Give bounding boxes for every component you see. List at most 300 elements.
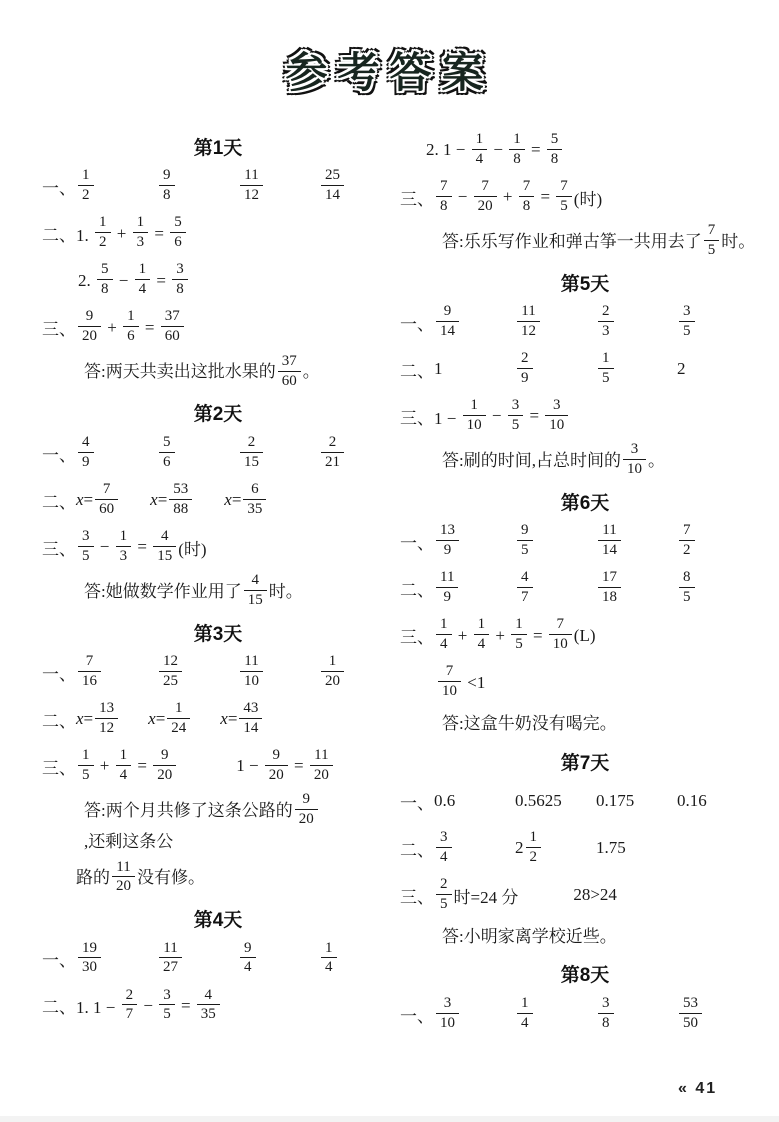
fraction [240, 940, 256, 977]
fraction-numerator: 11 [240, 653, 263, 672]
fraction-numerator: 1 [511, 616, 527, 635]
fraction [133, 214, 149, 251]
fraction-numerator: 11 [240, 167, 263, 186]
fraction-numerator: 3 [508, 397, 524, 416]
fraction [78, 653, 101, 690]
equation-line [400, 615, 770, 657]
fraction-numerator: 7 [436, 178, 452, 197]
math-text: = [231, 490, 242, 510]
answer-item [434, 523, 515, 560]
fraction-numerator: 25 [321, 167, 344, 186]
fraction [472, 131, 488, 168]
variable: x [224, 490, 232, 510]
answer-row [400, 993, 770, 1035]
math-text: 0.6 [434, 791, 456, 811]
equation-line [400, 129, 770, 171]
answer-item [434, 791, 515, 811]
fraction-numerator: 1 [472, 131, 488, 150]
answer-row [400, 568, 770, 610]
fraction [436, 522, 459, 559]
answer-item [515, 570, 596, 607]
fraction-denominator: 8 [513, 150, 521, 167]
whole-part: 2 [515, 838, 524, 858]
row-label: 二、 [400, 840, 434, 860]
fraction [243, 481, 266, 518]
answer-item [238, 435, 319, 472]
fraction [511, 616, 527, 653]
fraction-denominator: 5 [602, 369, 610, 386]
fraction-denominator: 14 [243, 719, 259, 736]
fraction [519, 178, 535, 215]
fraction-numerator: 3 [436, 829, 452, 848]
fraction-numerator: 2 [321, 434, 344, 453]
fraction-numerator: 4 [153, 528, 176, 547]
fraction-denominator: 5 [82, 547, 90, 564]
fraction-numerator: 8 [679, 569, 695, 588]
fraction [310, 747, 333, 784]
fraction-denominator: 6 [127, 328, 135, 345]
fraction-numerator: 43 [239, 700, 262, 719]
math-text: 三、 [400, 887, 434, 907]
math-text: 三、 [42, 539, 76, 559]
math-text: 0.16 [677, 791, 707, 811]
fraction [598, 522, 621, 559]
answer-item [677, 791, 758, 811]
page-number: « 41 [678, 1080, 718, 1097]
fraction [526, 829, 542, 866]
fraction-numerator: 13 [95, 700, 118, 719]
spacer [194, 500, 224, 501]
equation-line [42, 260, 394, 302]
variable: x [76, 709, 84, 729]
fraction [438, 663, 461, 700]
math-text: = [289, 756, 308, 776]
fraction [95, 700, 118, 737]
math-text: = [536, 187, 555, 206]
answer-item [677, 996, 758, 1033]
fraction [159, 653, 182, 690]
answer-item [596, 523, 677, 560]
math-text: 0.5625 [515, 791, 562, 811]
day-heading: 第8天 [560, 965, 610, 987]
math-text: − [114, 270, 133, 290]
fraction [321, 167, 344, 204]
math-text: (时) [178, 539, 207, 559]
answer-item [319, 168, 400, 205]
fraction-denominator: 6 [174, 234, 182, 251]
fraction-numerator: 11 [517, 303, 540, 322]
fraction [556, 178, 572, 215]
fraction-denominator: 18 [602, 589, 617, 606]
equation-line [400, 395, 770, 437]
math-text: (时) [573, 189, 603, 209]
fraction-numerator: 7 [679, 522, 695, 541]
fraction-denominator: 60 [164, 328, 180, 345]
fraction-denominator: 10 [626, 461, 642, 478]
fraction-denominator: 10 [466, 416, 482, 433]
fraction [321, 653, 344, 690]
fraction-denominator: 20 [298, 811, 314, 828]
fraction [598, 569, 621, 606]
fraction-denominator: 5 [82, 766, 90, 783]
fraction-denominator: 20 [268, 766, 284, 783]
math-text: + [491, 625, 510, 645]
fraction-denominator: 25 [163, 672, 178, 689]
fraction-numerator: 1 [463, 397, 486, 416]
fraction-numerator: 3 [436, 995, 459, 1014]
fraction [78, 167, 94, 204]
fraction-denominator: 3 [136, 234, 145, 251]
fraction-numerator: 1 [517, 995, 533, 1014]
fraction [123, 308, 139, 345]
fraction [167, 700, 190, 737]
fraction-denominator: 20 [477, 197, 493, 214]
math-text: 二、1. [42, 226, 93, 246]
spacer [518, 895, 573, 896]
math-text: 三、 [400, 189, 434, 209]
row-label: 二、 [400, 361, 434, 381]
spacer [120, 719, 148, 720]
row-label: 二、 [400, 581, 434, 601]
fraction [265, 747, 288, 784]
fraction [623, 441, 646, 478]
fraction-denominator: 14 [602, 542, 617, 559]
day-heading: 第3天 [193, 623, 243, 645]
fraction [463, 397, 486, 434]
fraction-numerator: 9 [295, 791, 318, 810]
fraction [517, 569, 533, 606]
fraction-denominator: 50 [683, 1014, 698, 1031]
answer-item [76, 654, 157, 691]
variable: x [76, 490, 84, 510]
fraction [122, 987, 138, 1024]
fraction-denominator: 4 [244, 959, 252, 976]
mixed-number [515, 830, 543, 867]
fraction-denominator: 5 [440, 895, 448, 912]
row-label: 一、 [42, 664, 76, 684]
fraction-denominator: 15 [244, 453, 259, 470]
row-label: 一、 [42, 951, 76, 971]
fraction-denominator: 14 [440, 322, 455, 339]
fraction [170, 214, 186, 251]
fraction-numerator: 5 [159, 434, 175, 453]
math-text: 三、 [42, 758, 76, 778]
fraction [679, 522, 695, 559]
fraction-numerator: 7 [474, 178, 497, 197]
math-text: = [152, 270, 171, 290]
fraction-denominator: 8 [522, 197, 531, 214]
fraction [169, 481, 192, 518]
fraction-denominator: 4 [119, 766, 128, 783]
fraction [436, 829, 452, 866]
fraction-denominator: 3 [119, 547, 128, 564]
math-text: (L) [573, 625, 596, 645]
row-label: 一、 [400, 1006, 434, 1026]
fraction [172, 261, 188, 298]
fraction-numerator: 7 [549, 616, 572, 635]
math-text: + [453, 625, 472, 645]
fraction-denominator: 20 [82, 328, 97, 345]
fraction [159, 167, 175, 204]
fraction-numerator: 7 [78, 653, 101, 672]
fraction [598, 303, 614, 340]
fraction-numerator: 4 [78, 434, 94, 453]
fraction-denominator: 5 [163, 1006, 171, 1023]
math-text: 时=24 分 [453, 887, 519, 907]
answer-item [677, 570, 758, 607]
fraction [78, 747, 94, 784]
fraction-denominator: 20 [325, 672, 340, 689]
fraction-numerator: 3 [545, 397, 568, 416]
fraction [436, 995, 459, 1032]
fraction [244, 572, 267, 609]
fraction-denominator: 35 [200, 1006, 216, 1023]
fraction [135, 261, 151, 298]
math-text: ,还剩这条公 [84, 832, 174, 852]
answer-row [400, 301, 770, 343]
answer-item [434, 996, 515, 1033]
fraction-numerator: 9 [159, 167, 175, 186]
fraction-numerator: 13 [436, 522, 459, 541]
fraction-numerator: 3 [78, 528, 94, 547]
column-right [400, 124, 770, 1040]
math-text: = [133, 756, 152, 776]
fraction-denominator: 20 [313, 766, 329, 783]
day-heading: 第5天 [560, 273, 610, 295]
fraction-denominator: 9 [443, 589, 451, 606]
math-text: 二、 [42, 711, 76, 731]
math-text: 0.175 [596, 791, 635, 811]
fraction-numerator: 17 [598, 569, 621, 588]
fraction-numerator: 11 [436, 569, 458, 588]
math-text: <1 [463, 672, 486, 692]
fraction [159, 987, 175, 1024]
fraction-denominator: 10 [440, 1014, 455, 1031]
fraction [517, 522, 533, 559]
fraction-denominator: 7 [125, 1006, 134, 1023]
math-text: 三、1 − [400, 408, 461, 428]
fraction-denominator: 88 [173, 500, 189, 517]
answer-sentence [42, 354, 394, 391]
fraction-numerator: 1 [133, 214, 149, 233]
math-text: 没有修。 [137, 868, 205, 888]
fraction-denominator: 8 [602, 1014, 610, 1031]
fraction-numerator: 1 [321, 940, 337, 959]
fraction-denominator: 3 [602, 322, 610, 339]
fraction-denominator: 8 [163, 187, 171, 204]
fraction-denominator: 4 [475, 150, 484, 167]
answer-item [677, 304, 758, 341]
fraction [78, 528, 94, 565]
fraction [321, 940, 337, 977]
fraction-denominator: 10 [549, 416, 565, 433]
fraction-numerator: 2 [517, 350, 533, 369]
fraction [517, 350, 533, 387]
math-text: 答:两个月共修了这条公路的 [84, 800, 293, 820]
fraction-numerator: 7 [95, 481, 118, 500]
row-label: 一、 [400, 534, 434, 554]
math-text: 。 [302, 362, 320, 382]
fraction-numerator: 9 [240, 940, 256, 959]
math-text: + [112, 223, 131, 243]
equation-line [400, 662, 770, 704]
fraction-numerator: 53 [679, 995, 702, 1014]
spacer [192, 719, 220, 720]
fraction-denominator: 2 [529, 848, 537, 865]
fraction [679, 995, 702, 1032]
fraction-denominator: 10 [442, 683, 457, 700]
answer-item [157, 435, 238, 472]
answer-item [76, 435, 157, 472]
math-text: = [526, 140, 545, 159]
math-text: = [176, 995, 195, 1015]
fraction-denominator: 12 [244, 187, 259, 204]
math-text: = [157, 490, 168, 510]
answer-sentence [400, 921, 770, 951]
fraction [474, 178, 497, 215]
answer-item [515, 304, 596, 341]
answer-row [400, 348, 770, 390]
fraction-denominator: 30 [82, 959, 97, 976]
fraction-numerator: 1 [116, 528, 132, 547]
fraction-numerator: 3 [598, 995, 614, 1014]
math-text: − [139, 995, 158, 1015]
answer-row [42, 166, 394, 208]
math-text: − [489, 140, 508, 159]
fraction [240, 434, 263, 471]
fraction-denominator: 8 [440, 197, 448, 214]
equation-line [42, 213, 394, 255]
fraction-numerator: 37 [278, 353, 301, 372]
fraction-numerator: 11 [159, 940, 182, 959]
fraction-numerator: 6 [243, 481, 266, 500]
fraction [240, 167, 263, 204]
fraction-denominator: 4 [440, 848, 448, 865]
day-heading: 第2天 [193, 404, 243, 426]
fraction [436, 876, 452, 913]
fraction [159, 940, 182, 977]
day-heading: 第1天 [193, 138, 243, 159]
fraction-numerator: 11 [112, 859, 135, 878]
fraction-denominator: 27 [163, 959, 178, 976]
equation-line [400, 176, 770, 218]
fraction-denominator: 8 [101, 281, 109, 298]
fraction [159, 434, 175, 471]
answer-sentence [42, 792, 394, 854]
math-text: = [133, 537, 152, 557]
fraction [679, 303, 695, 340]
fraction-denominator: 4 [138, 281, 147, 298]
answer-item [677, 523, 758, 560]
fraction [547, 131, 563, 168]
math-text: 2. 1 − [426, 140, 470, 159]
math-text: = [525, 406, 544, 426]
fraction [679, 569, 695, 606]
row-label: 一、 [400, 793, 434, 813]
answer-item [238, 168, 319, 205]
equation-line [42, 745, 394, 787]
answer-item [596, 570, 677, 607]
fraction-denominator: 16 [82, 672, 97, 689]
answer-item [515, 996, 596, 1033]
fraction-denominator: 10 [552, 636, 568, 653]
answer-item [319, 435, 400, 472]
fraction-numerator: 9 [517, 522, 533, 541]
fraction-denominator: 14 [325, 187, 340, 204]
math-text: = [155, 709, 166, 729]
fraction-numerator: 19 [78, 940, 101, 959]
answer-item [238, 654, 319, 691]
answer-item [157, 941, 238, 978]
fraction-denominator: 12 [99, 719, 115, 736]
fraction-numerator: 11 [598, 522, 621, 541]
math-text: 三、 [42, 320, 76, 340]
fraction-denominator: 10 [244, 672, 259, 689]
fraction [278, 353, 301, 390]
day-heading: 第4天 [193, 910, 243, 932]
math-text: 二、1. 1 − [42, 998, 120, 1018]
math-text: = [227, 709, 238, 729]
fraction-denominator: 4 [325, 959, 333, 976]
answer-item [434, 359, 515, 379]
fraction-numerator: 1 [116, 747, 132, 766]
fraction [436, 303, 459, 340]
fraction [509, 131, 525, 168]
fraction [153, 747, 176, 784]
equation-line [42, 698, 394, 740]
fraction [321, 434, 344, 471]
fraction-numerator: 1 [321, 653, 344, 672]
fraction-numerator: 1 [78, 747, 94, 766]
fraction [116, 747, 132, 784]
fraction-numerator: 7 [704, 222, 720, 241]
fraction [598, 350, 614, 387]
math-text: + [498, 187, 517, 206]
equation-line [42, 479, 394, 521]
fraction-denominator: 9 [521, 369, 529, 386]
fraction-denominator: 21 [325, 453, 340, 470]
fraction-denominator: 20 [116, 878, 131, 895]
answer-item [76, 168, 157, 205]
fraction-denominator: 5 [521, 542, 529, 559]
math-text: = [150, 223, 169, 243]
fraction-numerator: 4 [244, 572, 267, 591]
fraction-denominator: 15 [157, 547, 173, 564]
fraction-denominator: 4 [440, 636, 448, 653]
equation-line [42, 526, 394, 568]
answer-item [434, 570, 515, 607]
fraction-numerator: 2 [240, 434, 263, 453]
math-text: 1.75 [596, 838, 626, 858]
math-text: 时。 [268, 581, 303, 601]
math-text: 三、 [400, 628, 434, 648]
row-label: 一、 [42, 179, 76, 199]
math-text: 时。 [721, 231, 756, 251]
fraction-numerator: 1 [509, 131, 525, 150]
fraction [436, 616, 452, 653]
fraction-numerator: 1 [474, 616, 490, 635]
answer-item [319, 654, 400, 691]
day-heading: 第7天 [560, 752, 610, 774]
fraction [153, 528, 176, 565]
scan-edge [0, 1116, 779, 1122]
math-text: = [140, 317, 159, 337]
answer-item [596, 304, 677, 341]
answer-sentence [42, 860, 394, 897]
fraction-numerator: 1 [598, 350, 614, 369]
row-label: 一、 [400, 314, 434, 334]
fraction [112, 859, 135, 896]
